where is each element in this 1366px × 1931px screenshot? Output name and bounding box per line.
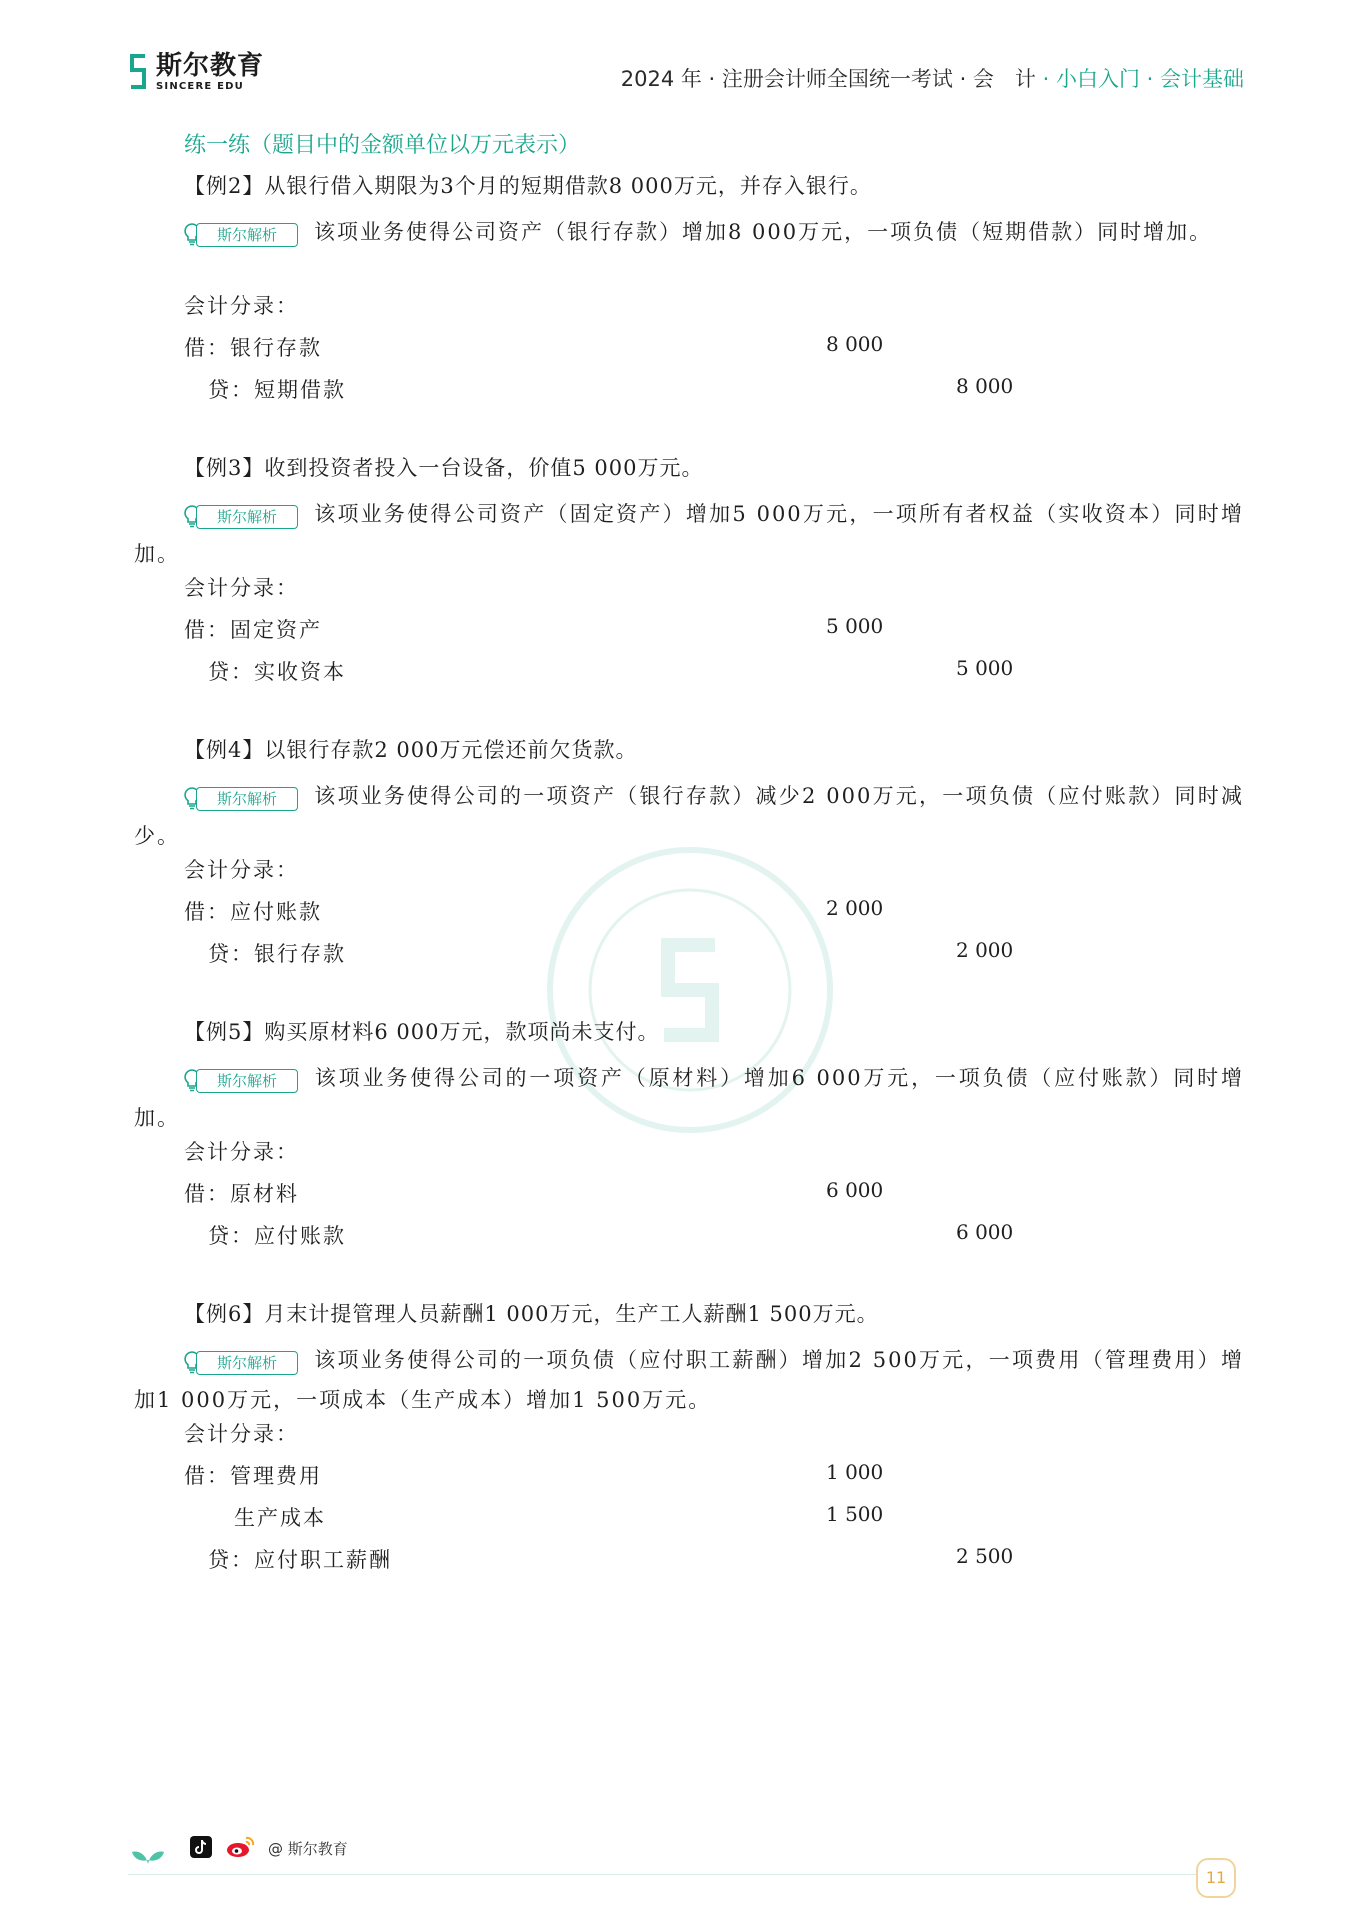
example-analysis — [134, 1058, 1244, 1138]
entry-label: 会计分录： — [184, 294, 299, 318]
example-question: 【例5】购买原材料6 000万元，款项尚未支付。 — [184, 1020, 660, 1044]
tiktok-icon[interactable] — [190, 1836, 212, 1858]
credit-amount: 2 500 — [956, 1544, 1014, 1568]
analysis-badge-label: 斯尔解析 — [196, 787, 298, 811]
logo-name: 斯尔教育 — [156, 50, 265, 81]
example-question: 【例4】以银行存款2 000万元偿还前欠货款。 — [184, 738, 638, 762]
credit-line: 贷：短期借款 — [208, 378, 346, 402]
running-header — [621, 63, 1244, 93]
credit-line: 贷：应付账款 — [208, 1224, 346, 1248]
page-header — [0, 0, 1366, 120]
debit-amount: 6 000 — [826, 1178, 884, 1202]
credit-amount: 5 000 — [956, 656, 1014, 680]
entry-label: 会计分录： — [184, 1140, 299, 1164]
debit-line: 借：原材料 — [184, 1182, 299, 1206]
example-analysis — [134, 1340, 1244, 1420]
debit-line: 借：应付账款 — [184, 900, 322, 924]
analysis-badge — [182, 221, 300, 247]
analysis-badge — [182, 1067, 300, 1093]
credit-amount: 6 000 — [956, 1220, 1014, 1244]
analysis-text: 该项业务使得公司的一项负债（应付职工薪酬）增加2 500万元，一项费用（管理费用）增加1 000万元，一项成本（生产成本）增加1 500万元。 — [134, 1348, 1244, 1412]
debit-line: 生产成本 — [234, 1506, 326, 1530]
analysis-badge — [182, 785, 300, 811]
example-analysis — [134, 494, 1244, 574]
example-analysis — [134, 212, 1244, 252]
weibo-icon[interactable] — [226, 1835, 256, 1859]
analysis-text: 该项业务使得公司资产（银行存款）增加8 000万元，一项负债（短期借款）同时增加。 — [314, 220, 1213, 244]
analysis-text: 该项业务使得公司的一项资产（原材料）增加6 000万元，一项负债（应付账款）同时增加。 — [134, 1066, 1244, 1130]
analysis-badge — [182, 1349, 300, 1375]
analysis-badge-label: 斯尔解析 — [196, 1351, 298, 1375]
page-number: 11 — [1196, 1858, 1236, 1898]
credit-line: 贷：应付职工薪酬 — [208, 1548, 392, 1572]
credit-amount: 2 000 — [956, 938, 1014, 962]
footer-divider — [128, 1874, 1232, 1875]
analysis-badge — [182, 503, 300, 529]
debit-amount: 2 000 — [826, 896, 884, 920]
entry-label: 会计分录： — [184, 858, 299, 882]
page-footer — [0, 1830, 1366, 1930]
analysis-badge-label: 斯尔解析 — [196, 1069, 298, 1093]
debit-line: 借：管理费用 — [184, 1464, 322, 1488]
logo — [128, 52, 264, 92]
sprout-icon — [130, 1846, 166, 1866]
analysis-badge-label: 斯尔解析 — [196, 223, 298, 247]
example-analysis — [134, 776, 1244, 856]
debit-amount: 5 000 — [826, 614, 884, 638]
social-handle: @ 斯尔教育 — [268, 1840, 348, 1858]
analysis-text: 该项业务使得公司资产（固定资产）增加5 000万元，一项所有者权益（实收资本）同时增加。 — [134, 502, 1244, 566]
credit-line: 贷：实收资本 — [208, 660, 346, 684]
example-question: 【例2】从银行借入期限为3个月的短期借款8 000万元，并存入银行。 — [184, 174, 872, 198]
entry-label: 会计分录： — [184, 1422, 299, 1446]
analysis-badge-label: 斯尔解析 — [196, 505, 298, 529]
running-header-accent: · 小白入门 · 会计基础 — [1035, 67, 1244, 91]
example-question: 【例6】月末计提管理人员薪酬1 000万元，生产工人薪酬1 500万元。 — [184, 1302, 879, 1326]
debit-line: 借：固定资产 — [184, 618, 322, 642]
debit-amount: 1 000 — [826, 1460, 884, 1484]
entry-label: 会计分录： — [184, 576, 299, 600]
section-title: 练一练（题目中的金额单位以万元表示） — [184, 133, 581, 158]
debit-amount: 8 000 — [826, 332, 884, 356]
credit-amount: 8 000 — [956, 374, 1014, 398]
running-header-main: 2024 年 · 注册会计师全国统一考试 · 会 计 — [620, 67, 1036, 91]
debit-line: 借：银行存款 — [184, 336, 322, 360]
debit-amount: 1 500 — [826, 1502, 884, 1526]
logo-s-icon — [128, 53, 148, 91]
example-question: 【例3】收到投资者投入一台设备，价值5 000万元。 — [184, 456, 704, 480]
analysis-text: 该项业务使得公司的一项资产（银行存款）减少2 000万元，一项负债（应付账款）同时减少。 — [134, 784, 1244, 848]
logo-subtitle: SINCERE EDU — [156, 80, 244, 92]
credit-line: 贷：银行存款 — [208, 942, 346, 966]
